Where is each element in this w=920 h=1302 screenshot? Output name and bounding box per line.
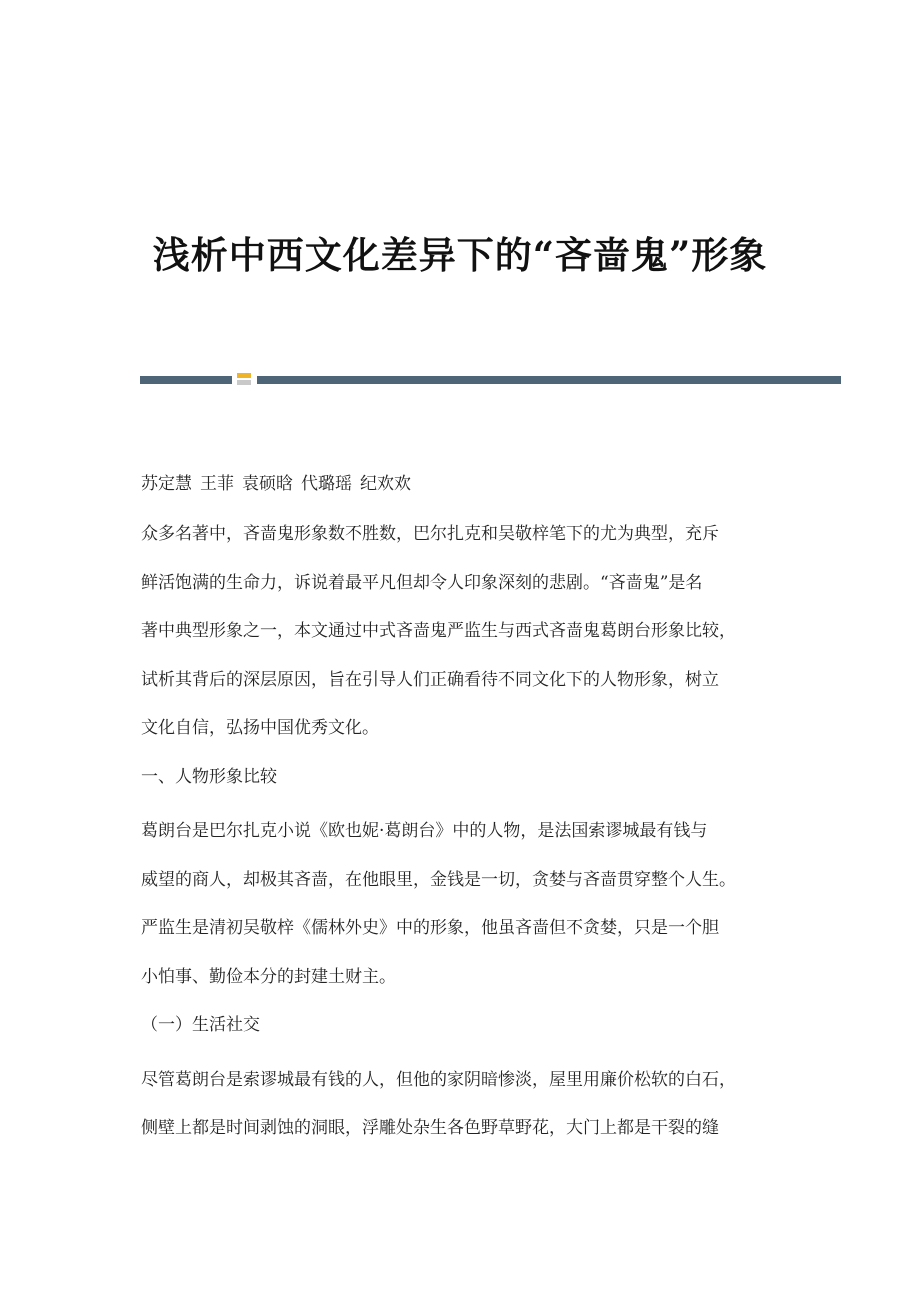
- author-name: 纪欢欢: [360, 474, 411, 494]
- divider-bar-left: [140, 376, 232, 384]
- abstract-line: 试析其背后的深层原因，旨在引导人们正确看待不同文化下的人物形象，树立: [141, 669, 719, 690]
- document-body: [141, 470, 791, 1153]
- author-name: 苏定慧: [141, 474, 192, 494]
- abstract-line: 鲜活饱满的生命力，诉说着最平凡但却令人印象深刻的悲剧。“吝啬鬼”是名: [141, 572, 703, 593]
- document-title: 浅析中西文化差异下的“吝啬鬼”形象: [152, 232, 768, 277]
- section-line: 小怕事、勤俭本分的封建土财主。: [141, 966, 396, 987]
- author-name: 袁硕晗: [242, 474, 293, 494]
- abstract-paragraph: [141, 510, 791, 753]
- author-name: 代璐瑶: [301, 474, 352, 494]
- title-divider: [140, 373, 841, 385]
- author-list: [141, 470, 791, 499]
- section-line: 威望的商人，却极其吝啬，在他眼里，金钱是一切，贪婪与吝啬贯穿整个人生。: [141, 869, 736, 890]
- author-name: 王菲: [200, 474, 234, 494]
- section-heading: 一、人物形象比较: [141, 766, 277, 787]
- section-paragraph: [141, 807, 791, 1001]
- subsection-paragraph: [141, 1056, 791, 1153]
- divider-ornament-icon: [237, 373, 251, 385]
- subsection-line: 侧壁上都是时间剥蚀的洞眼，浮雕处杂生各色野草野花，大门上都是干裂的缝: [141, 1118, 719, 1138]
- section-line: 葛朗台是巴尔扎克小说《欧也妮·葛朗台》中的人物，是法国索谬城最有钱与: [141, 821, 708, 841]
- divider-bar-right: [257, 376, 841, 384]
- subsection-line: 尽管葛朗台是索谬城最有钱的人，但他的家阴暗惨淡，屋里用廉价松软的白石，: [141, 1069, 736, 1090]
- abstract-line: 众多名著中，吝啬鬼形象数不胜数，巴尔扎克和吴敬梓笔下的尤为典型，充斥: [141, 524, 719, 544]
- subsection-heading: （一）生活社交: [141, 1015, 260, 1035]
- section-line: 严监生是清初吴敬梓《儒林外史》中的形象，他虽吝啬但不贪婪，只是一个胆: [141, 918, 719, 938]
- abstract-line: 文化自信，弘扬中国优秀文化。: [141, 718, 379, 738]
- abstract-line: 著中典型形象之一，本文通过中式吝啬鬼严监生与西式吝啬鬼葛朗台形象比较，: [141, 621, 736, 641]
